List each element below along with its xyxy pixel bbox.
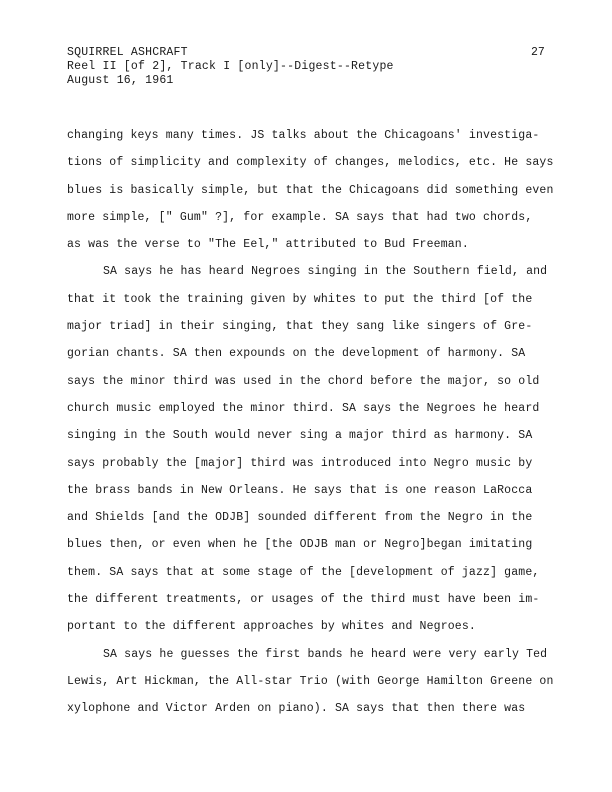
text-line: says the minor third was used in the chord before the major, so old — [67, 374, 540, 388]
paragraph-start-line: SA says he has heard Negroes singing in the Southern field, and — [103, 265, 548, 279]
interview-date: August 16, 1961 — [67, 74, 174, 87]
text-line: them. SA says that at some stage of the [development of jazz] game, — [67, 565, 540, 579]
text-line: the different treatments, or usages of the third must have been im- — [67, 593, 540, 607]
text-line: changing keys many times. JS talks about the Chicagoans' investiga- — [67, 129, 540, 142]
text-line: that it took the training given by whites to put the third [of the — [67, 292, 533, 306]
text-line: blues then, or even when he [the ODJB man or Negro]began imitating — [67, 538, 533, 552]
transcript-body — [67, 122, 557, 723]
text-line: blues is basically simple, but that the Chicagoans did something even — [67, 183, 554, 197]
text-line: as was the verse to "The Eel," attributed to Bud Freeman. — [67, 238, 469, 252]
text-line: Lewis, Art Hickman, the All-star Trio (with George Hamilton Greene on — [67, 674, 554, 688]
text-line: major triad] in their singing, that they sang like singers of Gre- — [67, 320, 533, 334]
text-line: portant to the different approaches by whites and Negroes. — [67, 620, 476, 634]
text-line: and Shields [and the ODJB] sounded different from the Negro in the — [67, 511, 533, 525]
text-line: church music employed the minor third. SA says the Negroes he heard — [67, 401, 540, 415]
text-line: xylophone and Victor Arden on piano). SA says that then there was — [67, 702, 526, 716]
text-line: singing in the South would never sing a major third as harmony. SA — [67, 429, 533, 443]
document-header — [67, 46, 547, 88]
text-line: says probably the [major] third was introduced into Negro music by — [67, 456, 533, 470]
reel-track-info: Reel II [of 2], Track I [only]--Digest--Retype — [67, 60, 394, 73]
interviewee-name: SQUIRREL ASHCRAFT — [67, 46, 188, 59]
paragraph-start-line: SA says he guesses the first bands he heard were very early Ted — [103, 647, 548, 661]
page-number: 27 — [531, 46, 545, 59]
text-line: gorian chants. SA then expounds on the development of harmony. SA — [67, 347, 526, 361]
text-line: tions of simplicity and complexity of changes, melodics, etc. He says — [67, 156, 554, 170]
text-line: the brass bands in New Orleans. He says that is one reason LaRocca — [67, 483, 533, 497]
text-line: more simple, [" Gum" ?], for example. SA says that had two chords, — [67, 210, 533, 224]
